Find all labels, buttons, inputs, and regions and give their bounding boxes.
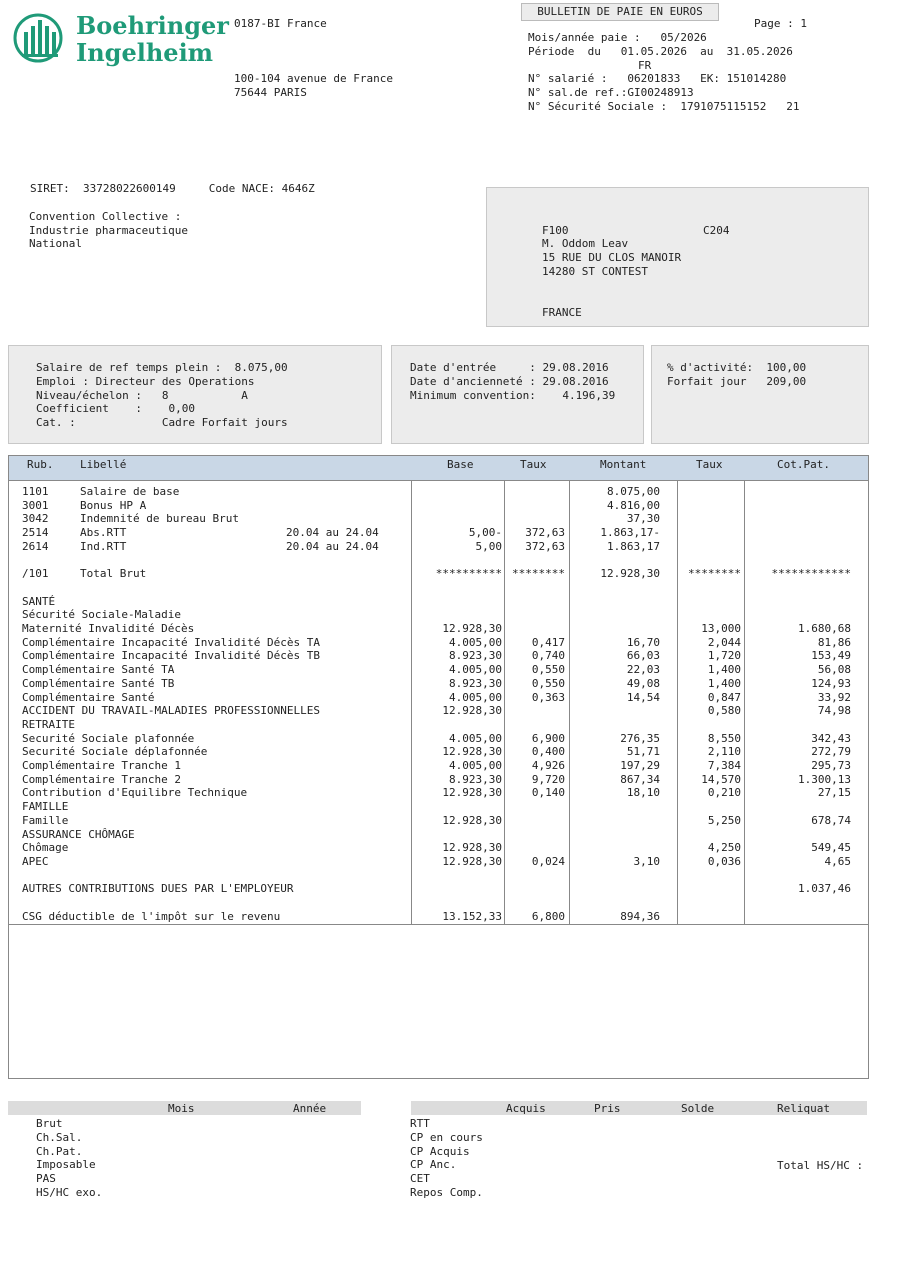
table-cell: 0,210: [707, 786, 741, 800]
job-category: Cat. : Cadre Forfait jours: [36, 416, 288, 429]
table-cell: 66,03: [626, 649, 660, 663]
reference-number: N° sal.de ref.:GI00248913: [528, 86, 694, 99]
table-cell: 372,63: [525, 539, 565, 553]
reference-salary: Salaire de ref temps plein : 8.075,00: [36, 361, 288, 374]
table-cell: 1.680,68: [798, 622, 851, 635]
table-cell: 1.863,17: [607, 539, 660, 553]
table-cell: ACCIDENT DU TRAVAIL-MALADIES PROFESSIONNELLES: [22, 704, 321, 718]
table-cell: Famille: [22, 813, 69, 827]
table-cell: 12.928,30: [442, 745, 502, 759]
table-cell: 51,71: [626, 745, 660, 759]
footer-right-label: CP Acquis: [410, 1144, 470, 1158]
company-address-line1: 100-104 avenue de France: [234, 72, 393, 85]
table-cell: 8,550: [707, 731, 741, 745]
header-montant: Montant: [600, 458, 647, 471]
table-cell: 342,43: [811, 731, 851, 745]
table-cell: 0,550: [531, 663, 565, 677]
footer-header-pris: Pris: [594, 1102, 621, 1115]
table-cell: Complémentaire Incapacité Invalidité Décès TA: [22, 635, 321, 649]
employee-name: M. Oddom Leav: [542, 237, 629, 250]
table-cell: 4.005,00: [449, 663, 502, 677]
employee-code-2: C204: [703, 224, 730, 237]
table-cell: 9,720: [531, 772, 565, 786]
table-cell: Total Brut: [80, 567, 147, 581]
table-cell: 14,570: [701, 772, 741, 786]
table-cell: 1,720: [707, 649, 741, 663]
footer-left-header: [8, 1101, 361, 1115]
total-hs-hc: Total HS/HC :: [777, 1159, 864, 1172]
table-cell: 22,03: [626, 663, 660, 677]
table-cell: 276,35: [620, 731, 660, 745]
logo-wordmark: Boehringer Ingelheim: [76, 11, 229, 67]
table-cell: 1,400: [707, 663, 741, 677]
table-cell: 0,024: [531, 854, 565, 868]
table-cell: 3001: [22, 498, 49, 512]
table-cell: ASSURANCE CHÔMAGE: [22, 827, 135, 841]
table-cell: Complémentaire Santé: [22, 690, 155, 704]
table-cell: Contribution d'Equilibre Technique: [22, 786, 248, 800]
table-cell: Ind.RTT: [80, 539, 127, 553]
table-cell: 4.005,00: [449, 759, 502, 772]
table-cell: APEC: [22, 854, 49, 868]
table-cell: 1,400: [707, 676, 741, 690]
table-cell: 1.863,17-: [600, 526, 660, 540]
table-cell: 894,36: [620, 909, 660, 923]
company-entity: 0187-BI France: [234, 17, 327, 30]
table-cell: 8.923,30: [449, 772, 502, 786]
table-cell: 0,140: [531, 786, 565, 800]
table-cell: 678,74: [811, 813, 851, 827]
employee-address-box: [486, 187, 869, 327]
entry-date: Date d'entrée : 29.08.2016: [410, 361, 609, 374]
job-coefficient: Coefficient : 0,00: [36, 402, 195, 415]
table-cell: Indemnité de bureau Brut: [80, 512, 239, 526]
header-rub: Rub.: [27, 458, 54, 471]
table-cell: Complémentaire Santé TB: [22, 676, 175, 690]
table-cell: 12.928,30: [442, 854, 502, 868]
header-cot-pat: Cot.Pat.: [777, 458, 830, 471]
logo-building-icon: [12, 12, 68, 64]
convention-name: Industrie pharmaceutique: [29, 224, 188, 237]
footer-header-solde: Solde: [681, 1102, 715, 1115]
minimum-convention: Minimum convention: 4.196,39: [410, 389, 616, 402]
table-cell: SANTÉ: [22, 594, 56, 608]
header-taux-pat: Taux: [696, 458, 723, 471]
table-cell: CSG déductible de l'impôt sur le revenu: [22, 909, 281, 923]
footer-header-reliquat: Reliquat: [777, 1102, 830, 1115]
table-cell: 2,044: [707, 635, 741, 649]
table-cell: 4.005,00: [449, 635, 502, 649]
table-cell: 4,65: [824, 854, 851, 868]
footer-header-acquis: Acquis: [506, 1102, 546, 1115]
table-cell: 8.075,00: [607, 485, 660, 498]
table-cell: 0,417: [531, 635, 565, 649]
table-cell: 20.04 au 24.04: [286, 539, 379, 553]
table-cell: /101: [22, 567, 49, 581]
footer-right-label: Repos Comp.: [410, 1186, 483, 1199]
table-cell: 14,54: [626, 690, 660, 704]
footer-left-label: HS/HC exo.: [36, 1186, 103, 1199]
footer-right-label: CET: [410, 1172, 430, 1186]
table-cell: 2,110: [707, 745, 741, 759]
country-code: FR: [638, 59, 652, 72]
table-cell: 4,250: [707, 841, 741, 855]
table-cell: 12.928,30: [442, 786, 502, 800]
table-cell: Abs.RTT: [80, 526, 127, 540]
table-cell: 13.152,33: [442, 909, 502, 923]
footer-header-mois: Mois: [168, 1102, 195, 1115]
table-cell: 5,250: [707, 813, 741, 827]
table-cell: ********: [688, 567, 741, 581]
job-info-box: [8, 345, 382, 444]
footer-right-label: CP en cours: [410, 1130, 483, 1144]
page-number: Page : 1: [754, 17, 807, 30]
footer-left-label: PAS: [36, 1172, 56, 1186]
table-cell: 0,400: [531, 745, 565, 759]
table-cell: 295,73: [811, 759, 851, 772]
document-title: BULLETIN DE PAIE EN EUROS: [521, 3, 719, 21]
table-cell: 12.928,30: [600, 567, 660, 581]
footer-right-label: CP Anc.: [410, 1158, 457, 1172]
table-cell: 37,30: [626, 512, 660, 526]
forfait-days: Forfait jour 209,00: [667, 375, 807, 388]
table-cell: 12.928,30: [442, 704, 502, 718]
header-base: Base: [447, 458, 474, 471]
table-cell: 2514: [22, 526, 49, 540]
table-cell: 0,550: [531, 676, 565, 690]
convention-scope: National: [29, 237, 82, 250]
table-cell: Chômage: [22, 841, 69, 855]
table-cell: Complémentaire Santé TA: [22, 663, 175, 677]
table-cell: 4.005,00: [449, 731, 502, 745]
table-cell: 5,00-: [468, 526, 502, 540]
footer-left-label: Ch.Pat.: [36, 1144, 83, 1158]
table-cell: 33,92: [817, 690, 851, 704]
table-cell: Bonus HP A: [80, 498, 147, 512]
table-cell: 49,08: [626, 676, 660, 690]
table-cell: 13,000: [701, 622, 741, 635]
footer-right-header: [411, 1101, 867, 1115]
header-libelle: Libellé: [80, 458, 127, 471]
table-cell: 18,10: [626, 786, 660, 800]
employee-number: N° salarié : 06201833 EK: 151014280: [528, 72, 787, 85]
table-cell: 74,98: [817, 704, 851, 718]
activity-info-box: [651, 345, 869, 444]
table-cell: 12.928,30: [442, 841, 502, 855]
table-cell: Securité Sociale déplafonnée: [22, 745, 208, 759]
footer-right-label: RTT: [410, 1117, 430, 1130]
employee-country: FRANCE: [542, 306, 582, 319]
table-cell: 4.005,00: [449, 690, 502, 704]
table-cell: 0,036: [707, 854, 741, 868]
table-cell: Maternité Invalidité Décès: [22, 622, 195, 635]
social-security-number: N° Sécurité Sociale : 1791075115152 21: [528, 100, 800, 113]
dates-info-box: [391, 345, 644, 444]
company-logo: [12, 11, 229, 70]
footer-left-label: Ch.Sal.: [36, 1130, 83, 1144]
table-cell: 6,800: [531, 909, 565, 923]
footer-left-label: Brut: [36, 1117, 63, 1130]
header-taux: Taux: [520, 458, 547, 471]
job-title: Emploi : Directeur des Operations: [36, 375, 255, 388]
table-cell: 81,86: [817, 635, 851, 649]
table-cell: 4,926: [531, 759, 565, 772]
seniority-date: Date d'ancienneté : 29.08.2016: [410, 375, 609, 388]
table-cell: 8.923,30: [449, 676, 502, 690]
table-cell: 124,93: [811, 676, 851, 690]
employee-street: 15 RUE DU CLOS MANOIR: [542, 251, 682, 264]
table-cell: 549,45: [811, 841, 851, 855]
table-header: [9, 456, 868, 481]
table-cell: 372,63: [525, 526, 565, 540]
table-cell: 8.923,30: [449, 649, 502, 663]
table-cell: 3042: [22, 512, 49, 526]
table-cell: 20.04 au 24.04: [286, 526, 379, 540]
table-cell: 867,34: [620, 772, 660, 786]
table-cell: FAMILLE: [22, 800, 69, 814]
convention-label: Convention Collective :: [29, 210, 182, 223]
table-cell: 2614: [22, 539, 49, 553]
table-cell: Securité Sociale plafonnée: [22, 731, 195, 745]
table-cell: 272,79: [811, 745, 851, 759]
table-cell: 0,847: [707, 690, 741, 704]
activity-rate: % d'activité: 100,00: [667, 361, 807, 374]
table-cell: 1.300,13: [798, 772, 851, 786]
table-cell: 1.037,46: [798, 882, 851, 896]
table-cell: Complémentaire Tranche 1: [22, 759, 181, 772]
table-cell: 56,08: [817, 663, 851, 677]
table-cell: 12.928,30: [442, 622, 502, 635]
table-cell: 7,384: [707, 759, 741, 772]
table-cell: 6,900: [531, 731, 565, 745]
table-cell: 12.928,30: [442, 813, 502, 827]
table-cell: Salaire de base: [80, 485, 180, 498]
table-cell: ********: [512, 567, 565, 581]
table-cell: Complémentaire Incapacité Invalidité Décès TB: [22, 649, 321, 663]
table-cell: 4.816,00: [607, 498, 660, 512]
table-cell: 5,00: [475, 539, 502, 553]
table-cell: 16,70: [626, 635, 660, 649]
siret-line: SIRET: 33728022600149 Code NACE: 4646Z: [30, 182, 315, 195]
table-cell: 153,49: [811, 649, 851, 663]
job-level: Niveau/échelon : 8 A: [36, 389, 248, 402]
table-cell: AUTRES CONTRIBUTIONS DUES PAR L'EMPLOYEUR: [22, 882, 294, 896]
pay-period: Période du 01.05.2026 au 31.05.2026: [528, 45, 793, 58]
table-cell: 0,363: [531, 690, 565, 704]
table-cell: RETRAITE: [22, 717, 75, 731]
table-cell: **********: [435, 567, 502, 581]
payslip-table: [8, 455, 869, 1079]
table-cell: 197,29: [620, 759, 660, 772]
footer-header-annee: Année: [293, 1102, 327, 1115]
table-cell: 3,10: [633, 854, 660, 868]
table-cell: 0,580: [707, 704, 741, 718]
table-cell: 1101: [22, 485, 49, 498]
employee-code: F100: [542, 224, 569, 237]
table-cell: ************: [771, 567, 851, 581]
table-cell: 0,740: [531, 649, 565, 663]
company-address-line2: 75644 PARIS: [234, 86, 307, 99]
table-cell: 27,15: [817, 786, 851, 800]
employee-city: 14280 ST CONTEST: [542, 265, 648, 278]
table-cell: Sécurité Sociale-Maladie: [22, 608, 181, 622]
table-cell: Complémentaire Tranche 2: [22, 772, 181, 786]
footer-left-label: Imposable: [36, 1158, 96, 1172]
pay-month: Mois/année paie : 05/2026: [528, 31, 707, 44]
